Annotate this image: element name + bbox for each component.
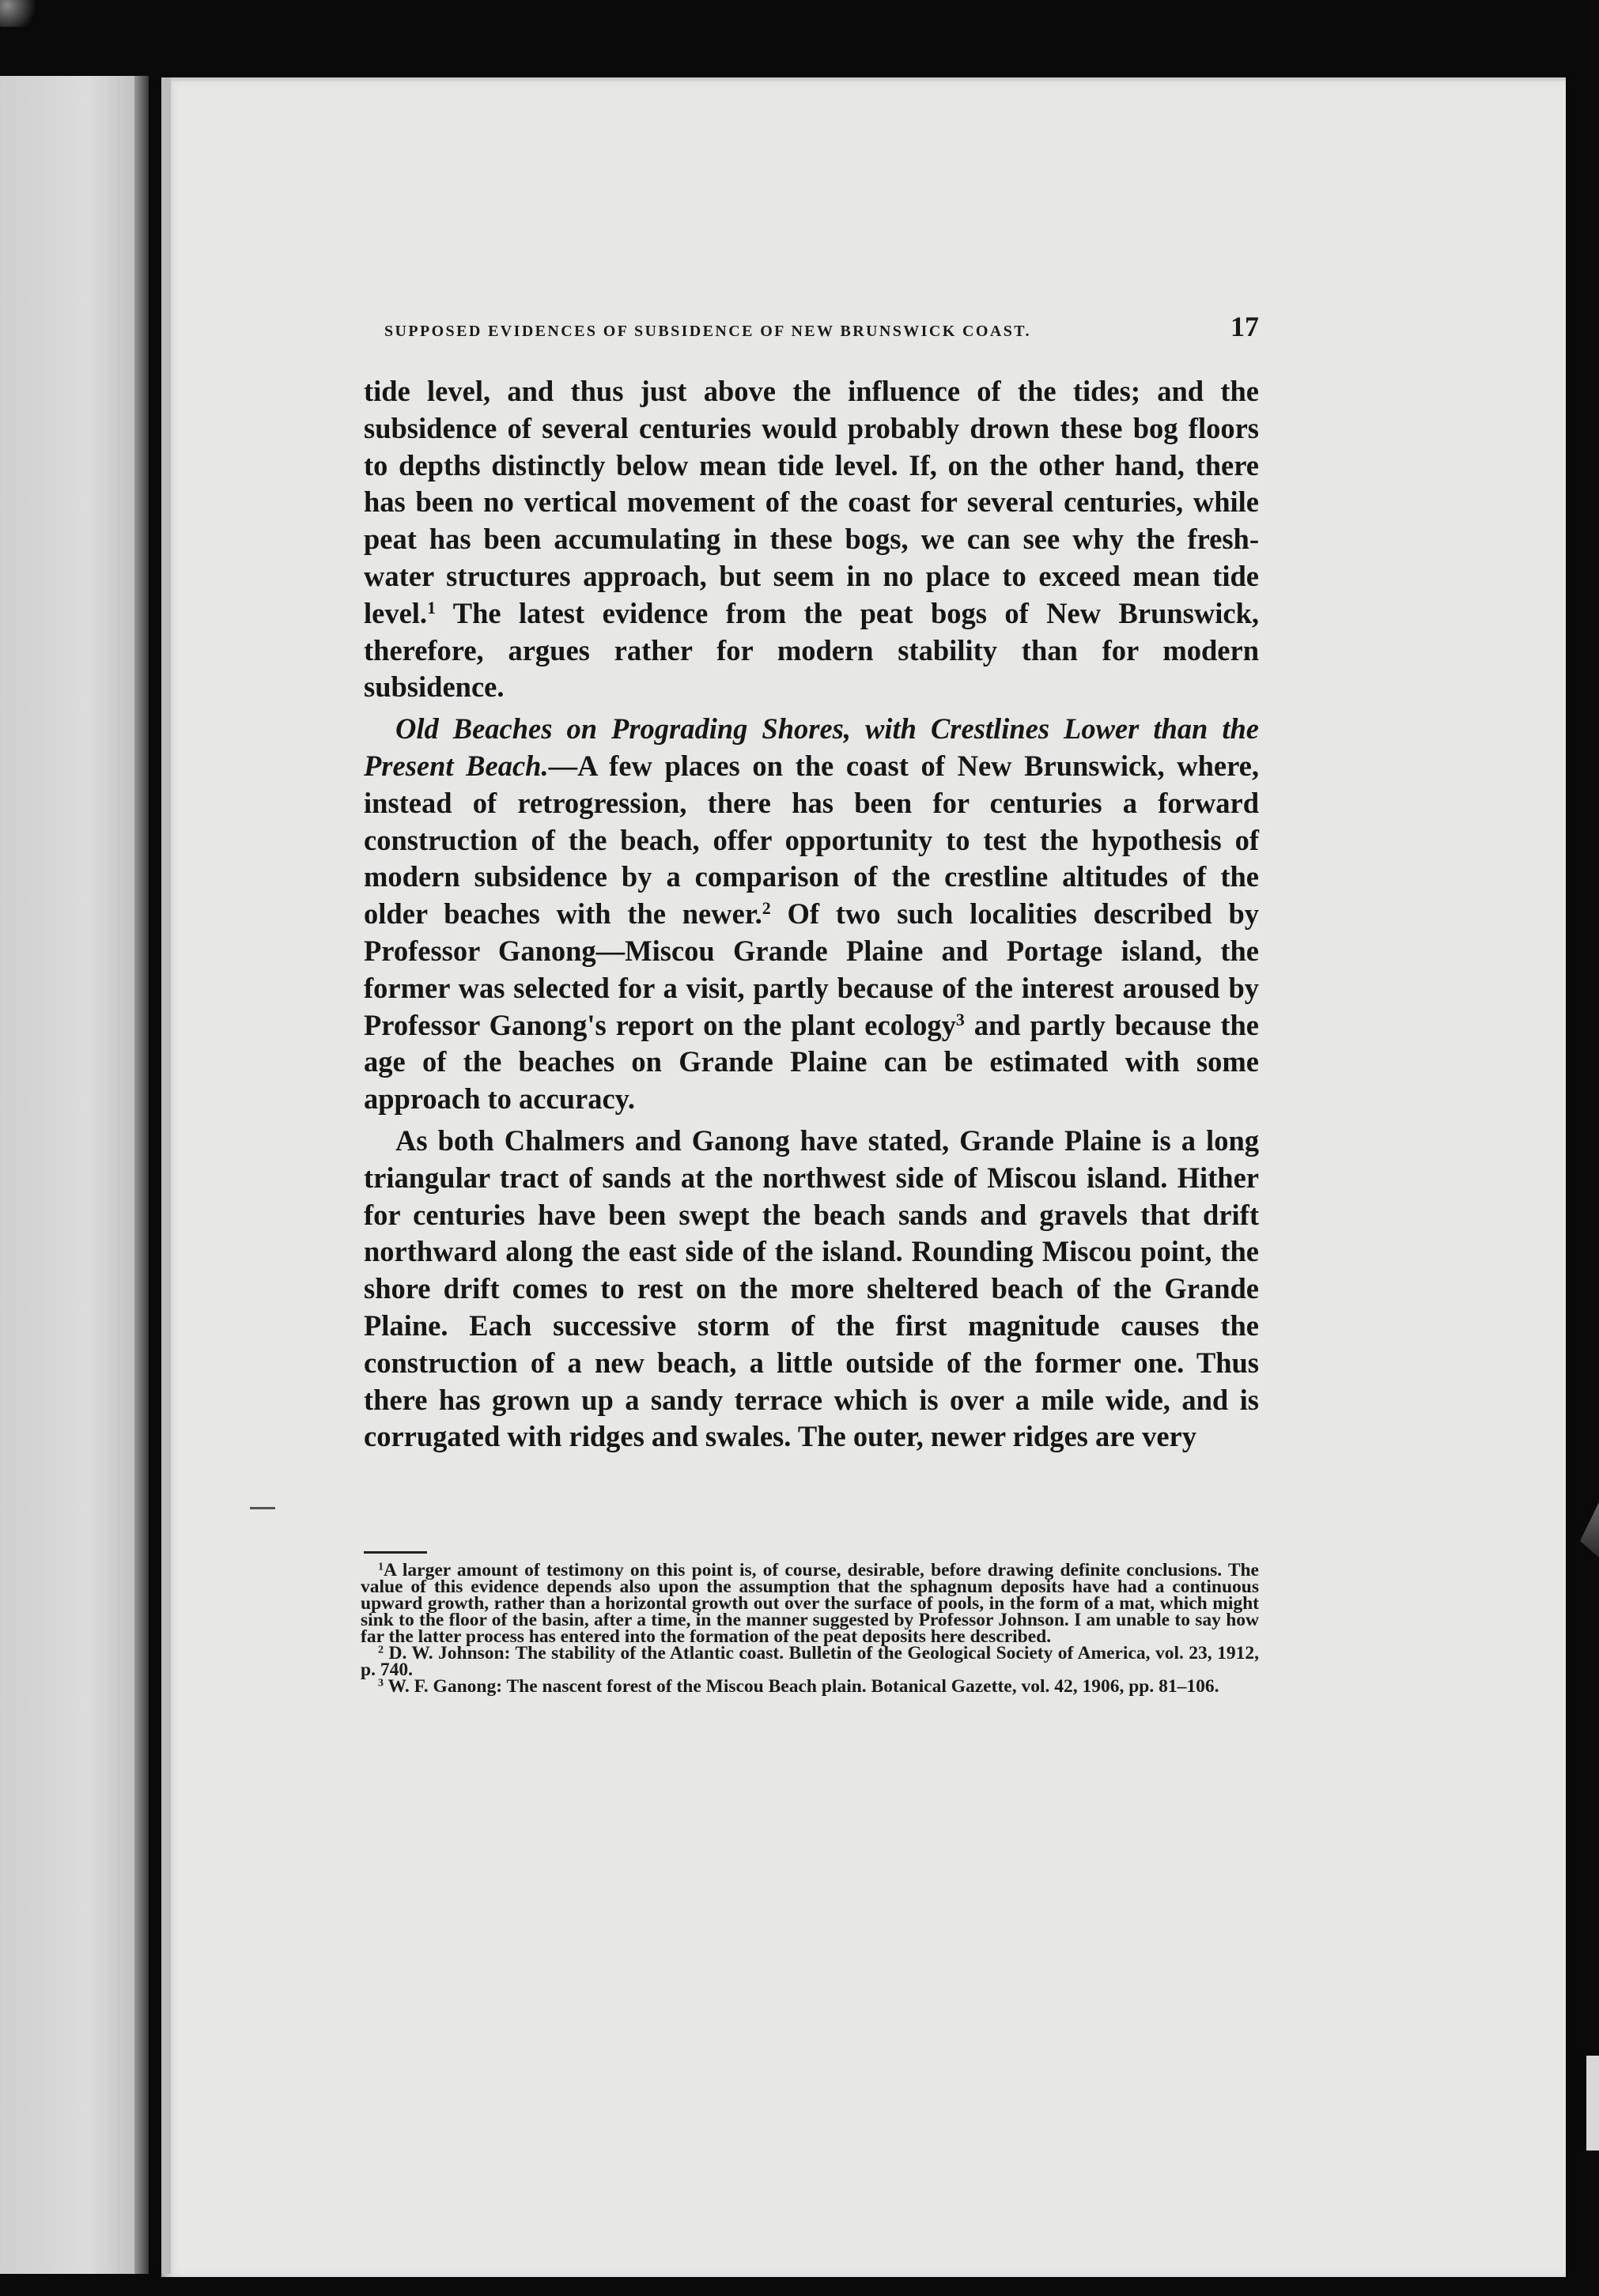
scan-mark	[250, 1507, 275, 1509]
paragraph-text: The latest evidence from the peat bogs of New Brunswick, therefore, argues rather for modern stability than for modern subsidence.	[364, 596, 1259, 704]
body-text	[364, 373, 1259, 1456]
footnote-ref: 1	[427, 597, 437, 617]
footnote-text: W. F. Ganong: The nascent forest of the Miscou Beach plain. Botanical Gazette, vol. 42, 1906, pp. 81–106.	[384, 1676, 1219, 1697]
running-head	[384, 310, 1259, 340]
paragraph-text: Of two such localities described by Professor Ganong—Miscou Grande Plaine and Portage island, the former was selected for a visit, partly because of the interest aroused by Professor Ganong's report on the plant ecology	[364, 897, 1259, 1041]
paragraph	[364, 373, 1259, 706]
scan-artifact	[0, 0, 36, 27]
footnote-rule	[364, 1551, 427, 1554]
footnote	[361, 1562, 1259, 1645]
paragraph-text: —A few places on the coast of New Brunswick, where, instead of retrogression, there has been for centuries a forward construction of the beach, offer opportunity to test the hypothesis of modern subsidence by a comparison of the crestline altitudes of the older beaches with the newer.	[364, 749, 1259, 931]
section-heading: Old Beaches on Prograding Shores, with Crestlines Lower than the Present Beach.	[364, 712, 1259, 782]
scan-artifact	[1580, 1502, 1599, 1558]
footnote-ref: 2	[762, 898, 771, 919]
footnote-marker: 3	[378, 1676, 384, 1690]
footnote-text: A larger amount of testimony on this point is, of course, desirable, before drawing definite conclusions. The value of this evidence depends also upon the assumption that the sphagnum deposits have had a continuous upward growth, rather than a horizontal growth out over the surface of pools, in the form of a mat, which might sink to the floor of the basin, after a time, in the manner suggested by Professor Johnson. I am unable to say how far the latter process has entered into the formation of the peat deposits here described.	[361, 1560, 1259, 1647]
footnote-marker: 2	[378, 1643, 384, 1656]
footnote-marker: 1	[378, 1560, 384, 1573]
adjacent-page	[0, 76, 146, 2274]
running-title: SUPPOSED EVIDENCES OF SUBSIDENCE OF NEW BRUNSWICK COAST.	[384, 323, 1031, 340]
paragraph-text: and partly because the age of the beaches on Grande Plaine can be estimated with some approach to accuracy.	[364, 1008, 1259, 1116]
paragraph	[364, 711, 1259, 1118]
page-binding-edge	[161, 77, 171, 2274]
paragraph: As both Chalmers and Ganong have stated, Grande Plaine is a long triangular tract of sands at the northwest side of Miscou island. Hither for centuries have been swept the beach sands and gravels that drift northward along the east side of the island. Rounding Miscou point, the shore drift comes to rest on the more sheltered beach of the Grande Plaine. Each successive storm of the first magnitude causes the construction of a new beach, a little outside of the former one. Thus there has grown up a sandy terrace which is over a mile wide, and is corrugated with ridges and swales. The outer, newer ridges are very	[364, 1123, 1259, 1453]
paragraph-text: tide level, and thus just above the influence of the tides; and the subsidence of several centuries would probably drown these bog floors to depths distinctly below mean tide level. If, on the other hand, there has been no vertical movement of the coast for several centuries, while peat has been accumulating in these bogs, we can see why the fresh-water structures approach, but seem in no place to exceed mean tide level.	[364, 375, 1259, 629]
page-number: 17	[1230, 311, 1259, 342]
footnote	[361, 1645, 1259, 1679]
footnote-ref: 3	[955, 1009, 965, 1029]
page-gutter	[134, 76, 149, 2274]
footnote	[361, 1676, 1259, 1697]
scan-artifact	[1586, 2056, 1599, 2151]
footnotes	[361, 1562, 1259, 1695]
footnote-text: D. W. Johnson: The stability of the Atlantic coast. Bulletin of the Geological Society of America, vol. 23, 1912, p. 740.	[361, 1643, 1259, 1680]
